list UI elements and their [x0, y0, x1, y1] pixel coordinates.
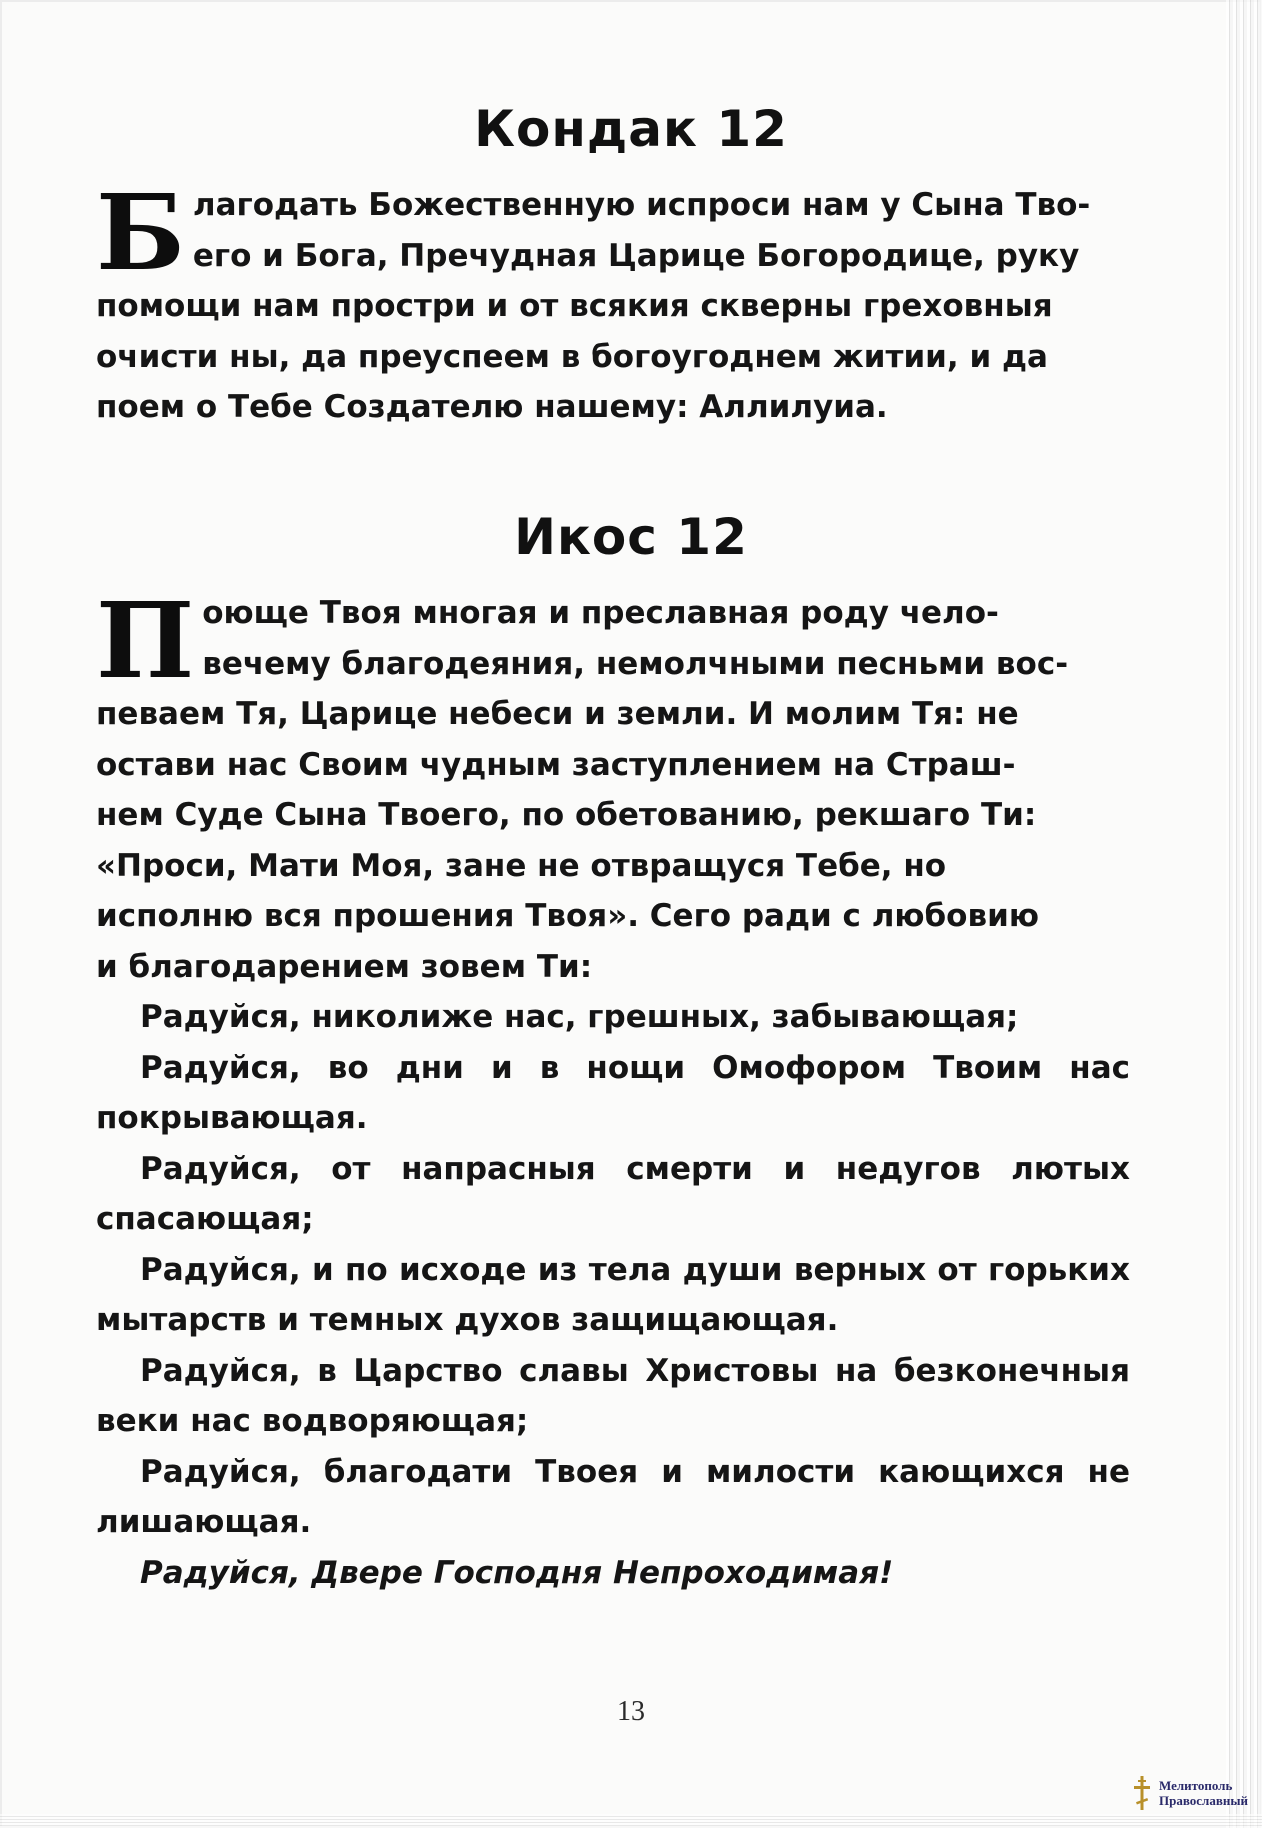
- watermark-line: Православный: [1159, 1793, 1248, 1808]
- chairetismos: Радуйся, от напрасныя смерти и недугов лютых спасающая;: [96, 1150, 1130, 1237]
- chairetismos: Радуйся, николиже нас, грешных, забывающая;: [140, 999, 1019, 1035]
- chairetismos: Радуйся, в Царство славы Христовы на безконечныя веки нас водворяющая;: [96, 1352, 1130, 1439]
- chairetismos: Радуйся, и по исходе из тела души верных от горьких мытарств и темных духов защищающая.: [96, 1251, 1130, 1338]
- watermark: [1131, 1776, 1248, 1810]
- ikos-line: «Проси, Мати Моя, зане не отвращуся Тебе, но: [96, 847, 947, 884]
- kondak-line: его и Бога, Пречудная Царице Богородице, руку: [192, 237, 1080, 274]
- ikos-line: вечему благодеяния, немолчными песньми вос-: [202, 645, 1069, 682]
- ikos-text: [96, 579, 1130, 1598]
- kondak-line: поем о Тебе Создателю нашему: Аллилуиа.: [96, 389, 888, 425]
- chairetismos: Радуйся, во дни и в нощи Омофором Твоим нас покрывающая.: [96, 1049, 1130, 1136]
- kondak-line: помощи нам простри и от всякия скверны греховныя: [96, 288, 1053, 324]
- watermark-text: [1159, 1778, 1248, 1808]
- page-edge-right: [1226, 0, 1262, 1828]
- kondak-text: [96, 171, 1130, 433]
- kondak-heading: Кондак 12: [474, 100, 788, 158]
- page-number: 13: [617, 1696, 645, 1727]
- ikos-line: остави нас Своим чудным заступлением на Страш-: [96, 746, 1016, 783]
- chairetismos: Радуйся, благодати Твоея и милости кающихся не лишающая.: [96, 1453, 1130, 1540]
- kondak-line: лагодать Божественную испроси нам у Сына Тво-: [192, 187, 1091, 223]
- ikos-heading: Икос 12: [514, 508, 748, 566]
- page-edge-bottom: [0, 1814, 1262, 1828]
- final-chairetismos: Радуйся, Двере Господня Непроходимая!: [140, 1554, 894, 1591]
- kondak-line: очисти ны, да преуспеем в богоугоднем житии, и да: [96, 338, 1048, 375]
- ikos-line: нем Суде Сына Твоего, по обетованию, рекшаго Ти:: [96, 797, 1037, 833]
- ikos-dropcap: П: [96, 579, 195, 702]
- ikos-line: певаем Тя, Царице небеси и земли. И молим Тя: не: [96, 696, 1019, 732]
- watermark-line: Мелитополь: [1159, 1778, 1233, 1793]
- kondak-dropcap: Б: [96, 171, 185, 294]
- orthodox-cross-icon: [1131, 1776, 1153, 1810]
- ikos-line: и благодарением зовем Ти:: [96, 948, 593, 985]
- ikos-line: оюще Твоя многая и преславная роду чело-: [202, 595, 999, 631]
- ikos-line: исполню вся прошения Твоя». Сего ради с любовию: [96, 898, 1039, 934]
